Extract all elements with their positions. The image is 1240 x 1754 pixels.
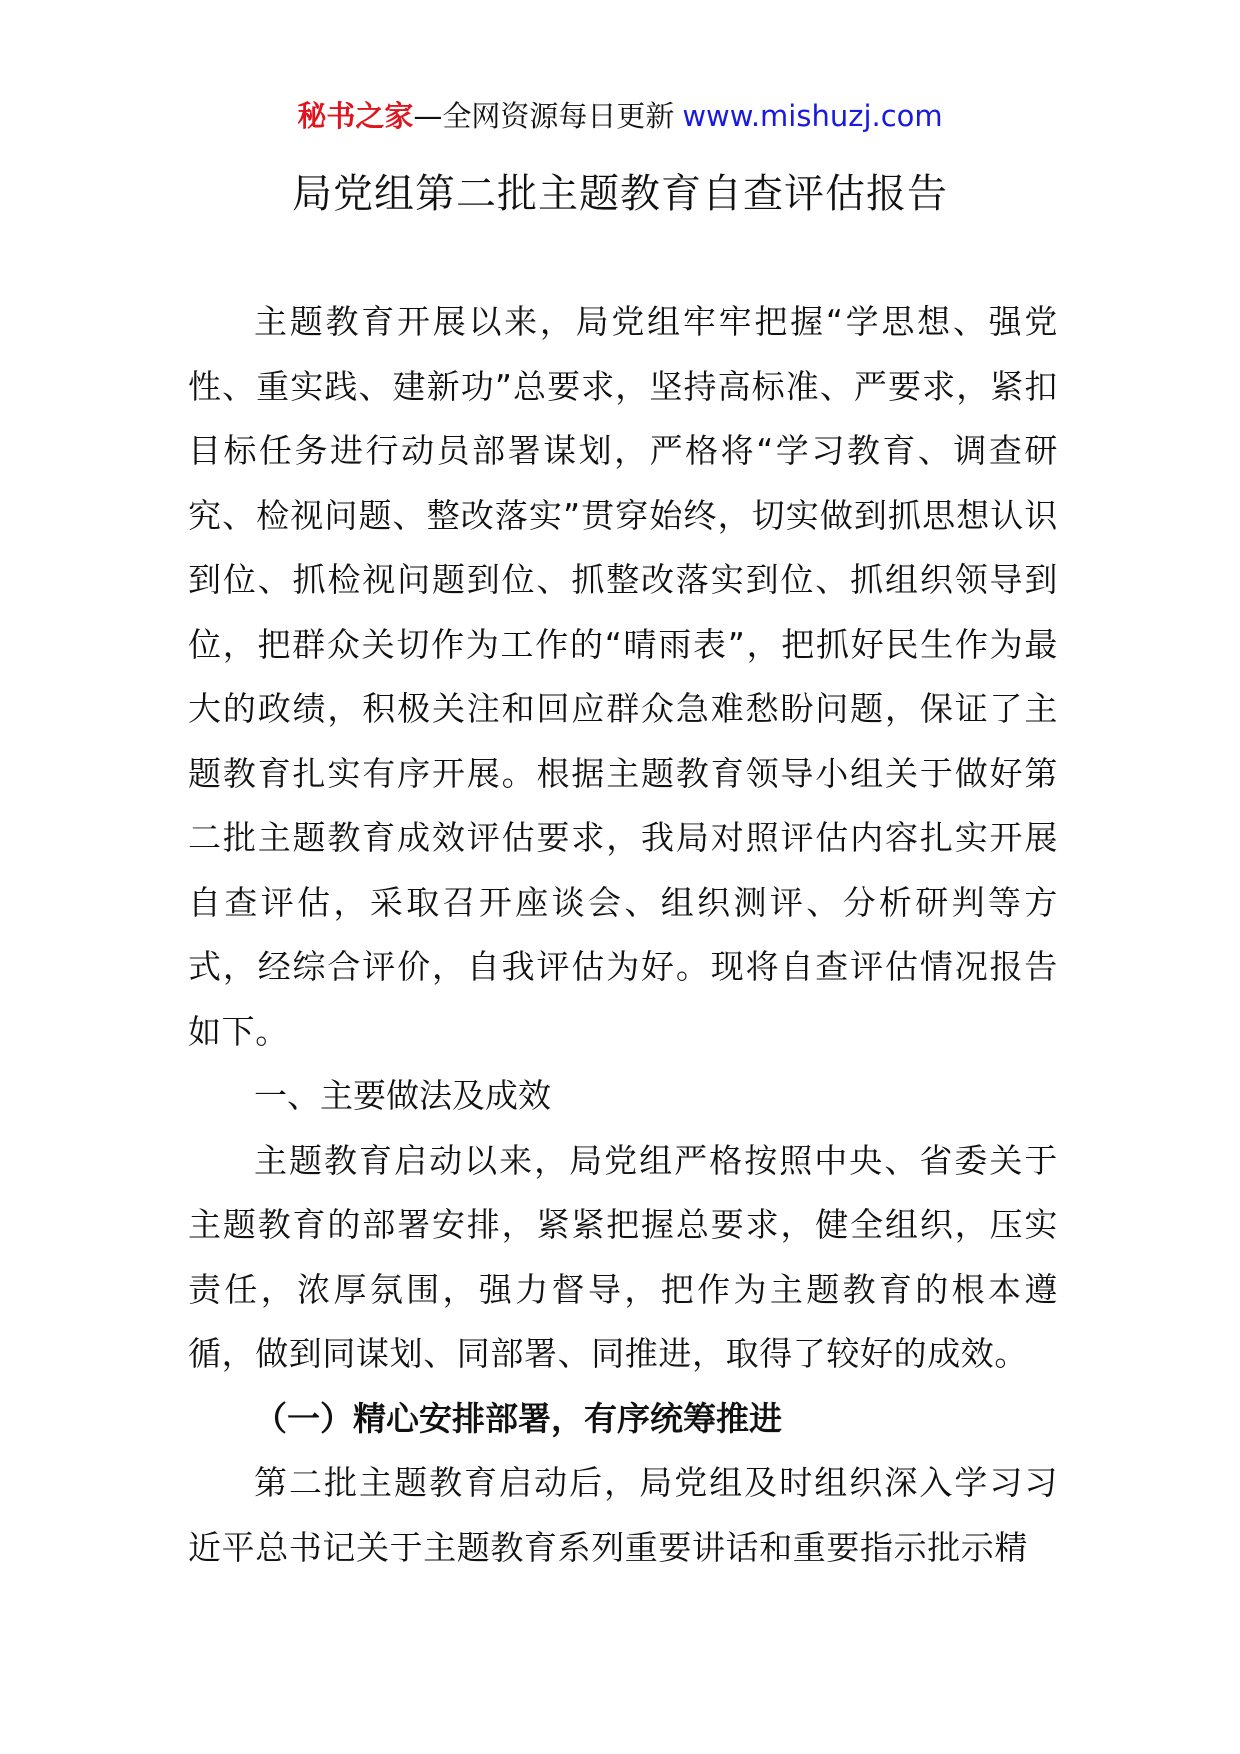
site-brand: 秘书之家 [297,99,414,133]
document-body [188,290,1058,1580]
section-heading-1: 一、主要做法及成效 [254,1076,551,1115]
intro-paragraph: 主题教育开展以来，局党组牢牢把握“学思想、强党性、重实践、建新功”总要求，坚持高标准、严要求，紧扣目标任务进行动员部署谋划，严格将“学习教育、调查研究、检视问题、整改落实”贯穿始终，切实做到抓思想认识到位、抓检视问题到位、抓整改落实到位、抓组织领导到位，把群众关切作为工作的“晴雨表”，把抓好民生作为最大的政绩，积极关注和回应群众急难愁盼问题，保证了主题教育扎实有序开展。根据主题教育领导小组关于做好第二批主题教育成效评估要求，我局对照评估内容扎实开展自查评估，采取召开座谈会、组织测评、分析研判等方式，经综合评价，自我评估为好。现将自查评估情况报告如下。 [188,302,1058,1051]
site-slogan: —全网资源每日更新 [413,99,675,133]
subsection-1-paragraph: 第二批主题教育启动后，局党组及时组织深入学习习近平总书记关于主题教育系列重要讲话和重要指示批示精 [188,1463,1058,1567]
document-title: 局党组第二批主题教育自查评估报告 [292,171,948,217]
subsection-heading-1: （一）精心安排部署，有序统筹推进 [254,1398,782,1438]
site-banner [0,96,1240,136]
site-url-link[interactable]: www.mishuzj.com [682,99,943,133]
section-1-paragraph: 主题教育启动以来，局党组严格按照中央、省委关于主题教育的部署安排，紧紧把握总要求，健全组织，压实责任，浓厚氛围，强力督导，把作为主题教育的根本遵循，做到同谋划、同部署、同推进，取得了较好的成效。 [188,1140,1058,1373]
